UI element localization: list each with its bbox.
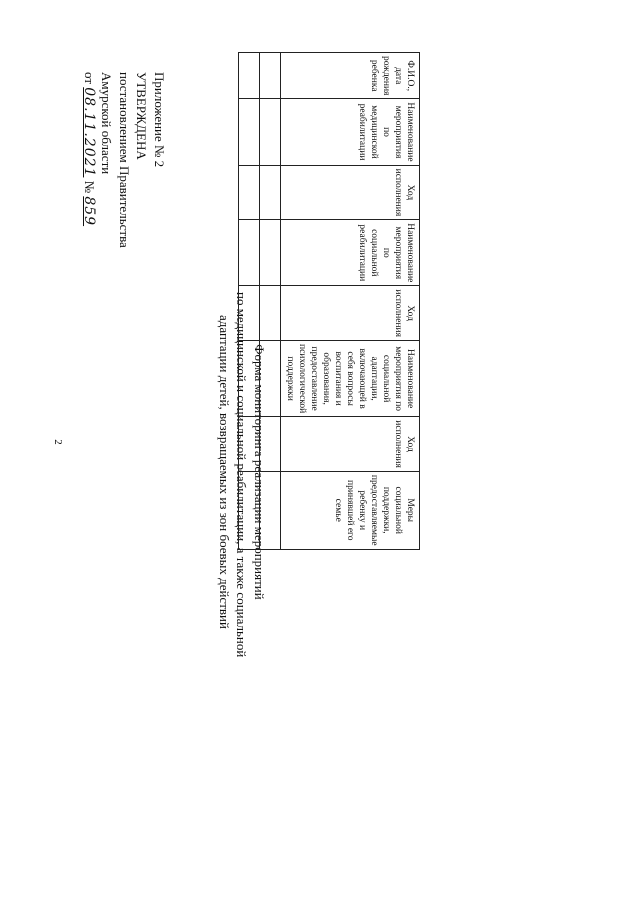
monitoring-table-wrapper <box>238 52 420 550</box>
approval-line-2: УТВЕРЖДЕНА <box>134 72 150 160</box>
table-cell <box>239 165 260 220</box>
table-cell <box>239 53 260 99</box>
number-prefix: № <box>82 180 97 194</box>
table-cell <box>239 340 260 416</box>
title-line-1: Форма мониторинга реализации мероприятий <box>252 344 267 600</box>
table-row <box>239 53 260 550</box>
table-cell <box>260 340 281 416</box>
approval-line-4: Амурской области <box>99 72 115 175</box>
table-cell <box>260 417 281 472</box>
table-cell <box>260 165 281 220</box>
table-cell <box>239 471 260 549</box>
table-cell <box>260 286 281 341</box>
table-cell <box>239 286 260 341</box>
header-medical-measure: Наименование мероприятия по медицинской реабилитации <box>281 99 420 165</box>
header-medical-progress: Ход исполнения <box>281 165 420 220</box>
table-row <box>260 53 281 550</box>
header-social-rehab-measure: Наименование мероприятия по социальной реабилитации <box>281 220 420 286</box>
table-cell <box>239 99 260 165</box>
title-line-2: по медицинской и социальной реабилитации, а также социальной <box>234 292 250 658</box>
header-social-rehab-progress: Ход исполнения <box>281 286 420 341</box>
header-social-adaptation-progress: Ход исполнения <box>281 417 420 472</box>
table-cell <box>260 471 281 549</box>
table-cell <box>260 53 281 99</box>
monitoring-table <box>238 52 420 550</box>
table-cell <box>239 417 260 472</box>
table-cell <box>260 220 281 286</box>
page-number: 2 <box>51 439 64 445</box>
title-line-3: адаптации детей, возвращаемых из зон боевых действий <box>217 315 232 629</box>
table-cell <box>260 99 281 165</box>
handwritten-date: 08.11.2021 <box>81 87 97 178</box>
approval-line-3: постановлением Правительства <box>117 72 132 248</box>
approval-block <box>80 72 169 302</box>
approval-line-1: Приложение № 2 <box>152 72 167 168</box>
table-header-row <box>281 53 420 550</box>
header-support-measures: Меры социальной поддержки, предоставляемые ребенку и принявшей его семье <box>281 471 420 549</box>
header-fio: Ф.И.О., дата рождения ребенка <box>281 53 420 99</box>
approval-date-line <box>80 72 99 302</box>
header-social-adaptation-measure: Наименование мероприятия по социальной адаптации, включающей в себя вопросы воспитания и образования, предоставление психологической поддержки <box>281 340 420 416</box>
table-cell <box>239 220 260 286</box>
handwritten-number: 859 <box>81 196 97 227</box>
date-prefix: от <box>82 72 97 85</box>
